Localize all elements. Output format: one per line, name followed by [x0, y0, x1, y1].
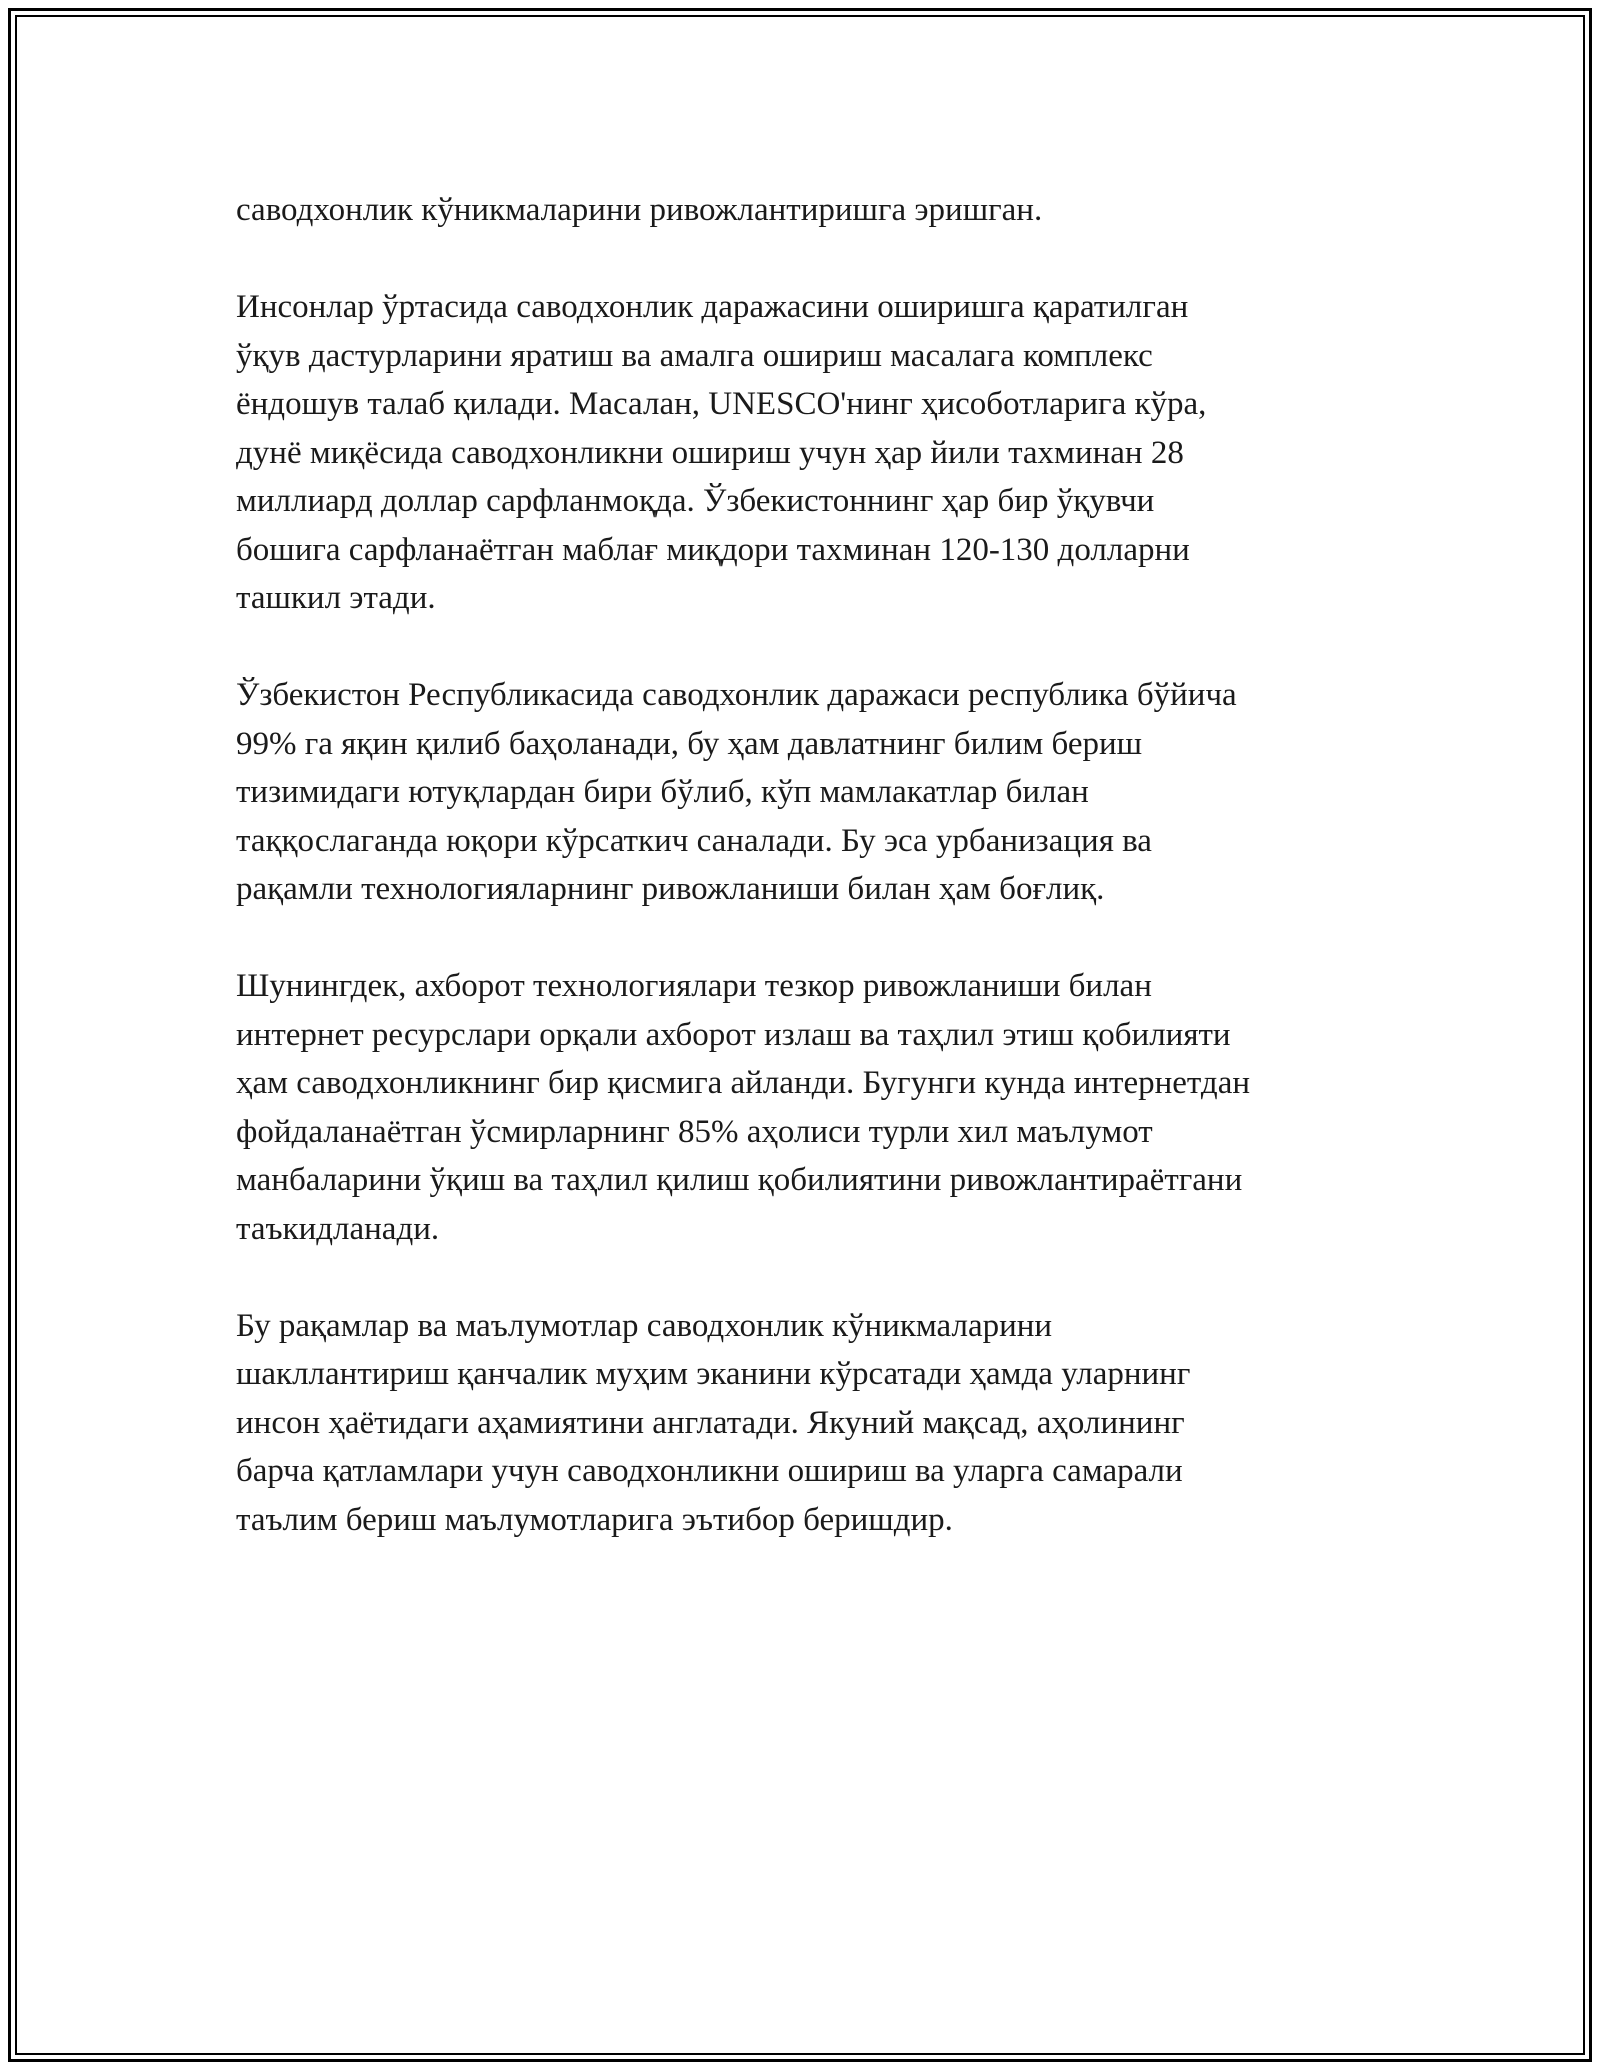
paragraph-3: Ўзбекистон Республикасида саводхонлик даражаси республика бўйича 99% га яқин қилиб баҳоланади, бу ҳам давлатнинг билим бериш тизимидаги ютуқлардан бири бўлиб, кўп мамлакатлар билан таққослаганда юқори кўрсаткич саналади. Бу эса урбанизация ва рақамли технологияларнинг ривожланиши билан ҳам боғлиқ. [236, 677, 1237, 907]
paragraph-4: Шунингдек, ахборот технологиялари тезкор ривожланиши билан интернет ресурслари орқали ахборот излаш ва таҳлил этиш қобилияти ҳам саводхонликнинг бир қисмига айланди. Бугунги кунда интернетдан фойдаланаётган ўсмирларнинг 85% аҳолиси турли хил маълумот манбаларини ўқиш ва таҳлил қилиш қобилиятини ривожлантираётгани таъкидланади. [236, 968, 1251, 1247]
paragraph-2: Инсонлар ўртасида саводхонлик даражасини оширишга қаратилган ўқув дастурларини яратиш ва амалга ошириш масалага комплекс ёндошув талаб қилади. Масалан, UNESCO'нинг ҳисоботларига кўра, дунё миқёсида саводхонликни ошириш учун ҳар йили тахминан 28 миллиард доллар сарфланмоқда. Ўзбекистоннинг ҳар бир ўқувчи бошига сарфланаётган маблағ миқдори тахминан 120-130 долларни ташкил этади. [236, 289, 1207, 616]
document-body [236, 186, 1416, 1593]
paragraph-5: Бу рақамлар ва маълумотлар саводхонлик кўникмаларини шакллантириш қанчалик муҳим эканини кўрсатади ҳамда уларнинг инсон ҳаётидаги аҳамиятини англатади. Якуний мақсад, аҳолининг барча қатламлари учун саводхонликни ошириш ва уларга самарали таълим бериш маълумотларига эътибор беришдир. [236, 1307, 1191, 1538]
paragraph-1: саводхонлик кўникмаларини ривожлантиришга эришган. [236, 192, 1043, 228]
